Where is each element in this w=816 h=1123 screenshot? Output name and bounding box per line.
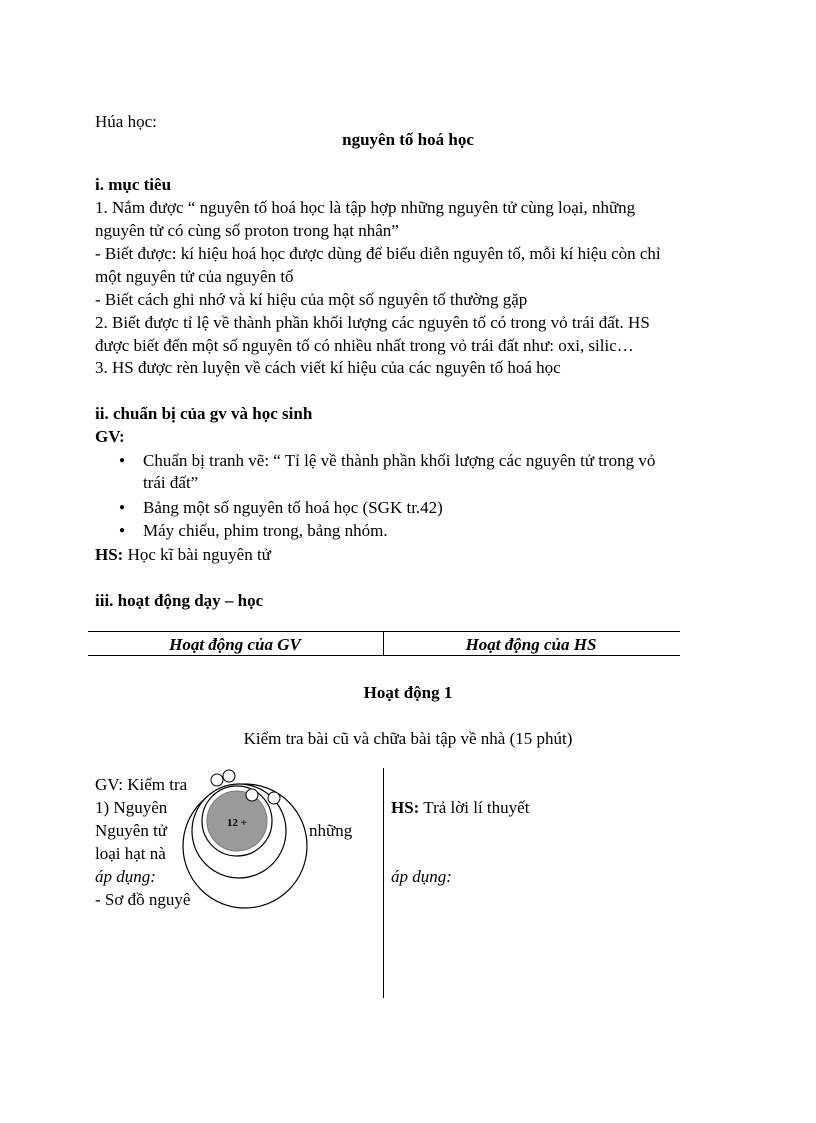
objective-line: - Biết cách ghi nhớ và kí hiệu của một số nguyên tố thường gặp <box>95 290 528 309</box>
electron <box>268 792 280 804</box>
prep-bullet-continuation: trái đất” <box>143 473 199 492</box>
page-title: nguyên tố hoá học <box>342 130 474 149</box>
subject-label: Húa học: <box>95 112 157 131</box>
objective-line: 2. Biết được tỉ lệ về thành phần khối lượng các nguyên tố có trong vỏ trái đất. HS <box>95 313 650 332</box>
hs-prep-line <box>95 543 271 566</box>
right-col-answer <box>391 796 529 819</box>
right-col-hs-label: HS: <box>391 798 420 817</box>
objective-line: - Biết được: kí hiệu hoá học được dùng để biểu diễn nguyên tố, mỗi kí hiệu còn chỉ <box>95 244 661 263</box>
objective-line: nguyên tử có cùng số proton trong hạt nhân” <box>95 221 399 240</box>
objective-line: một nguyên tử của nguyên tố <box>95 267 294 286</box>
left-col-line: 1) Nguyên <box>95 798 168 817</box>
prep-bullet-text: Chuẩn bị tranh vẽ: “ Tỉ lệ về thành phần khối lượng các nguyên tử trong vỏ <box>143 451 656 470</box>
table-bottom-rule <box>88 655 680 656</box>
activity-title: Hoạt động 1 <box>363 683 453 702</box>
left-col-line: Nguyên tử <box>95 821 168 840</box>
left-col-line: loại hạt nà <box>95 844 166 863</box>
prep-bullet-text: Máy chiếu, phim trong, bảng nhóm. <box>143 521 388 540</box>
left-col-line-end: những <box>309 821 353 840</box>
objective-line: 1. Nắm được “ nguyên tố hoá học là tập hợp những nguyên tử cùng loại, những <box>95 198 636 217</box>
section-heading-activities: iii. hoạt động dạy – học <box>95 591 264 610</box>
section-heading-preparation: ii. chuẩn bị của gv và học sinh <box>95 404 313 423</box>
left-col-apdung: áp dụng: <box>95 867 156 886</box>
gv-label: GV: <box>95 427 125 446</box>
column-header-gv: Hoạt động của GV <box>169 635 301 654</box>
objective-line: 3. HS được rèn luyện về cách viết kí hiệu của các nguyên tố hoá học <box>95 358 561 377</box>
hs-label: HS: <box>95 545 124 564</box>
left-col-line: - Sơ đồ nguyê <box>95 890 191 909</box>
column-header-hs: Hoạt động của HS <box>465 635 597 654</box>
table-top-rule <box>88 631 680 632</box>
electron <box>223 770 235 782</box>
activity-description: Kiểm tra bài cũ và chữa bài tập về nhà (15 phút) <box>243 729 573 748</box>
right-col-hs-text: Trả lời lí thuyết <box>423 798 530 817</box>
left-col-line: GV: Kiểm tra <box>95 775 188 794</box>
nucleus-label: 12 + <box>226 817 248 829</box>
hs-prep-text: Học kĩ bài nguyên tử <box>127 545 271 564</box>
prep-bullet-item <box>121 449 655 472</box>
prep-bullet-text: Bảng một số nguyên tố hoá học (SGK tr.42) <box>143 498 443 517</box>
objective-line: được biết đến một số nguyên tố có nhiều nhất trong vỏ trái đất như: oxi, silic… <box>95 336 634 355</box>
prep-bullet-item <box>121 496 443 519</box>
right-col-apdung: áp dụng: <box>391 867 452 886</box>
section-heading-objectives: i. mục tiêu <box>95 175 172 194</box>
prep-bullet-item <box>121 519 388 542</box>
column-divider <box>383 768 384 998</box>
atom-diagram <box>170 766 310 916</box>
electron <box>211 774 223 786</box>
electron <box>246 789 258 801</box>
